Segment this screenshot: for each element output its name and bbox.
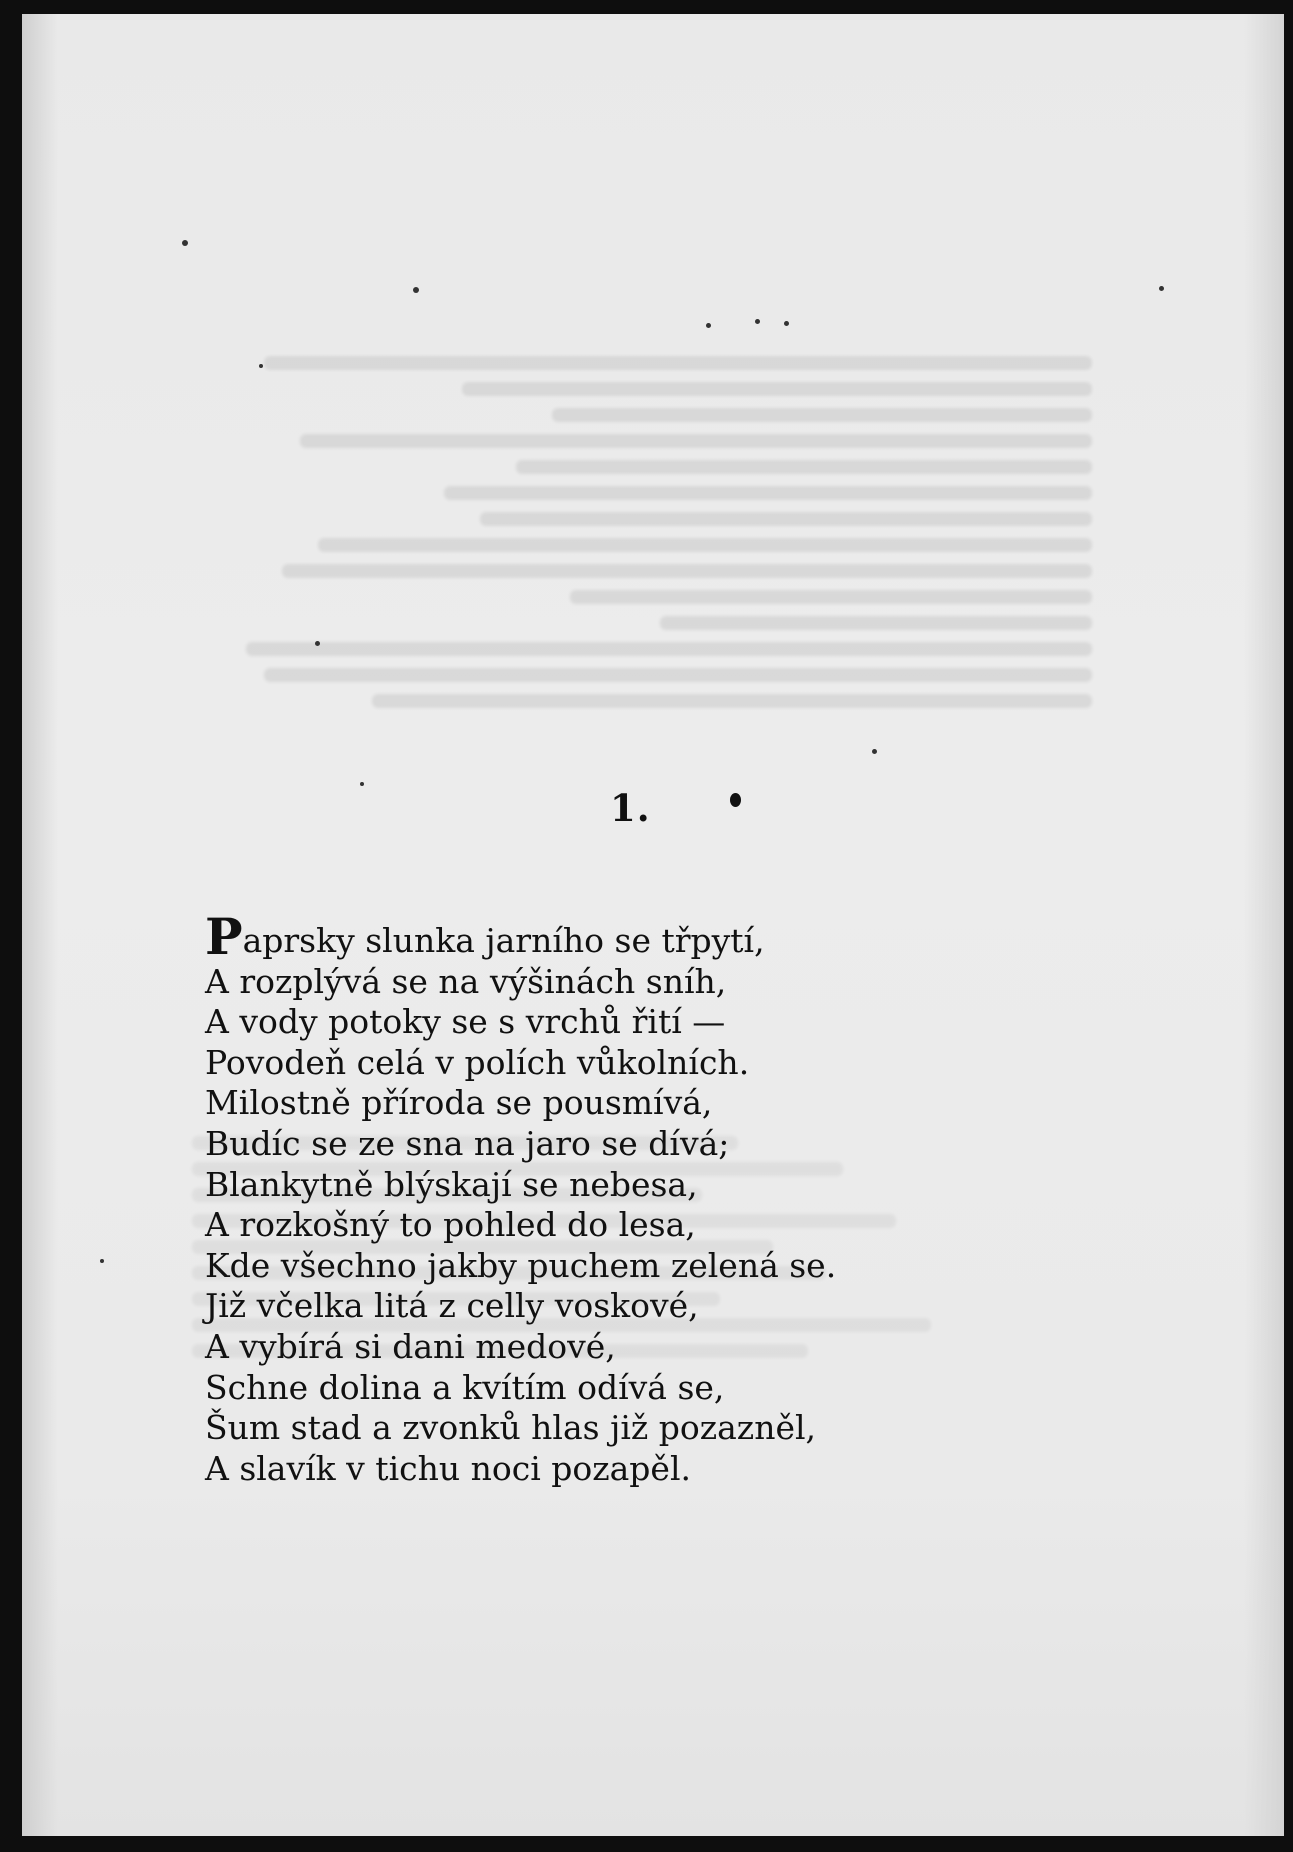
drop-cap: P	[205, 907, 243, 966]
poem-line-1	[205, 907, 965, 966]
dust-speck	[706, 323, 711, 328]
dust-speck	[413, 287, 419, 293]
dust-speck	[259, 364, 263, 368]
dust-speck	[1159, 286, 1164, 291]
poem-line: A vybírá si dani medové,	[205, 1326, 616, 1366]
poem-line: Milostně příroda se pousmívá,	[205, 1083, 713, 1123]
dust-speck	[784, 321, 789, 326]
poem-number: 1.	[610, 786, 651, 830]
page-edge-shadow	[1244, 14, 1284, 1836]
dust-speck	[182, 240, 188, 246]
poem-line: Blankytně blýskají se nebesa,	[205, 1164, 698, 1204]
poem-line: A vody potoky se s vrchů řití —	[205, 1002, 726, 1042]
poem-line: A rozkošný to pohled do lesa,	[205, 1205, 696, 1245]
dust-speck	[755, 319, 760, 324]
poem-line: Kde všechno jakby puchem zelená se.	[205, 1245, 837, 1285]
poem-line: Šum stad a zvonků hlas již pozazněl,	[205, 1408, 817, 1448]
poem-line: Již včelka litá z celly voskové,	[205, 1286, 699, 1326]
dust-speck	[315, 641, 320, 646]
dust-speck	[100, 1259, 104, 1263]
dust-speck	[872, 749, 877, 754]
page-gutter-shadow	[22, 14, 58, 1836]
poem-line: A rozplývá se na výšinách sníh,	[205, 961, 727, 1001]
poem-line: Povodeň celá v polích vůkolních.	[205, 1042, 750, 1082]
poem-line: Schne dolina a kvítím odívá se,	[205, 1367, 725, 1407]
poem-line: A slavík v tichu noci pozapěl.	[205, 1448, 691, 1488]
poem-line-1-rest: aprsky slunka jarního se třpytí,	[242, 921, 765, 960]
dust-speck	[360, 782, 364, 786]
show-through-text	[192, 344, 1092, 964]
poem-line: Budíc se ze sna na jaro se dívá;	[205, 1123, 730, 1163]
book-page	[22, 14, 1284, 1836]
poem-text	[205, 907, 965, 1489]
dust-speck	[730, 793, 741, 807]
